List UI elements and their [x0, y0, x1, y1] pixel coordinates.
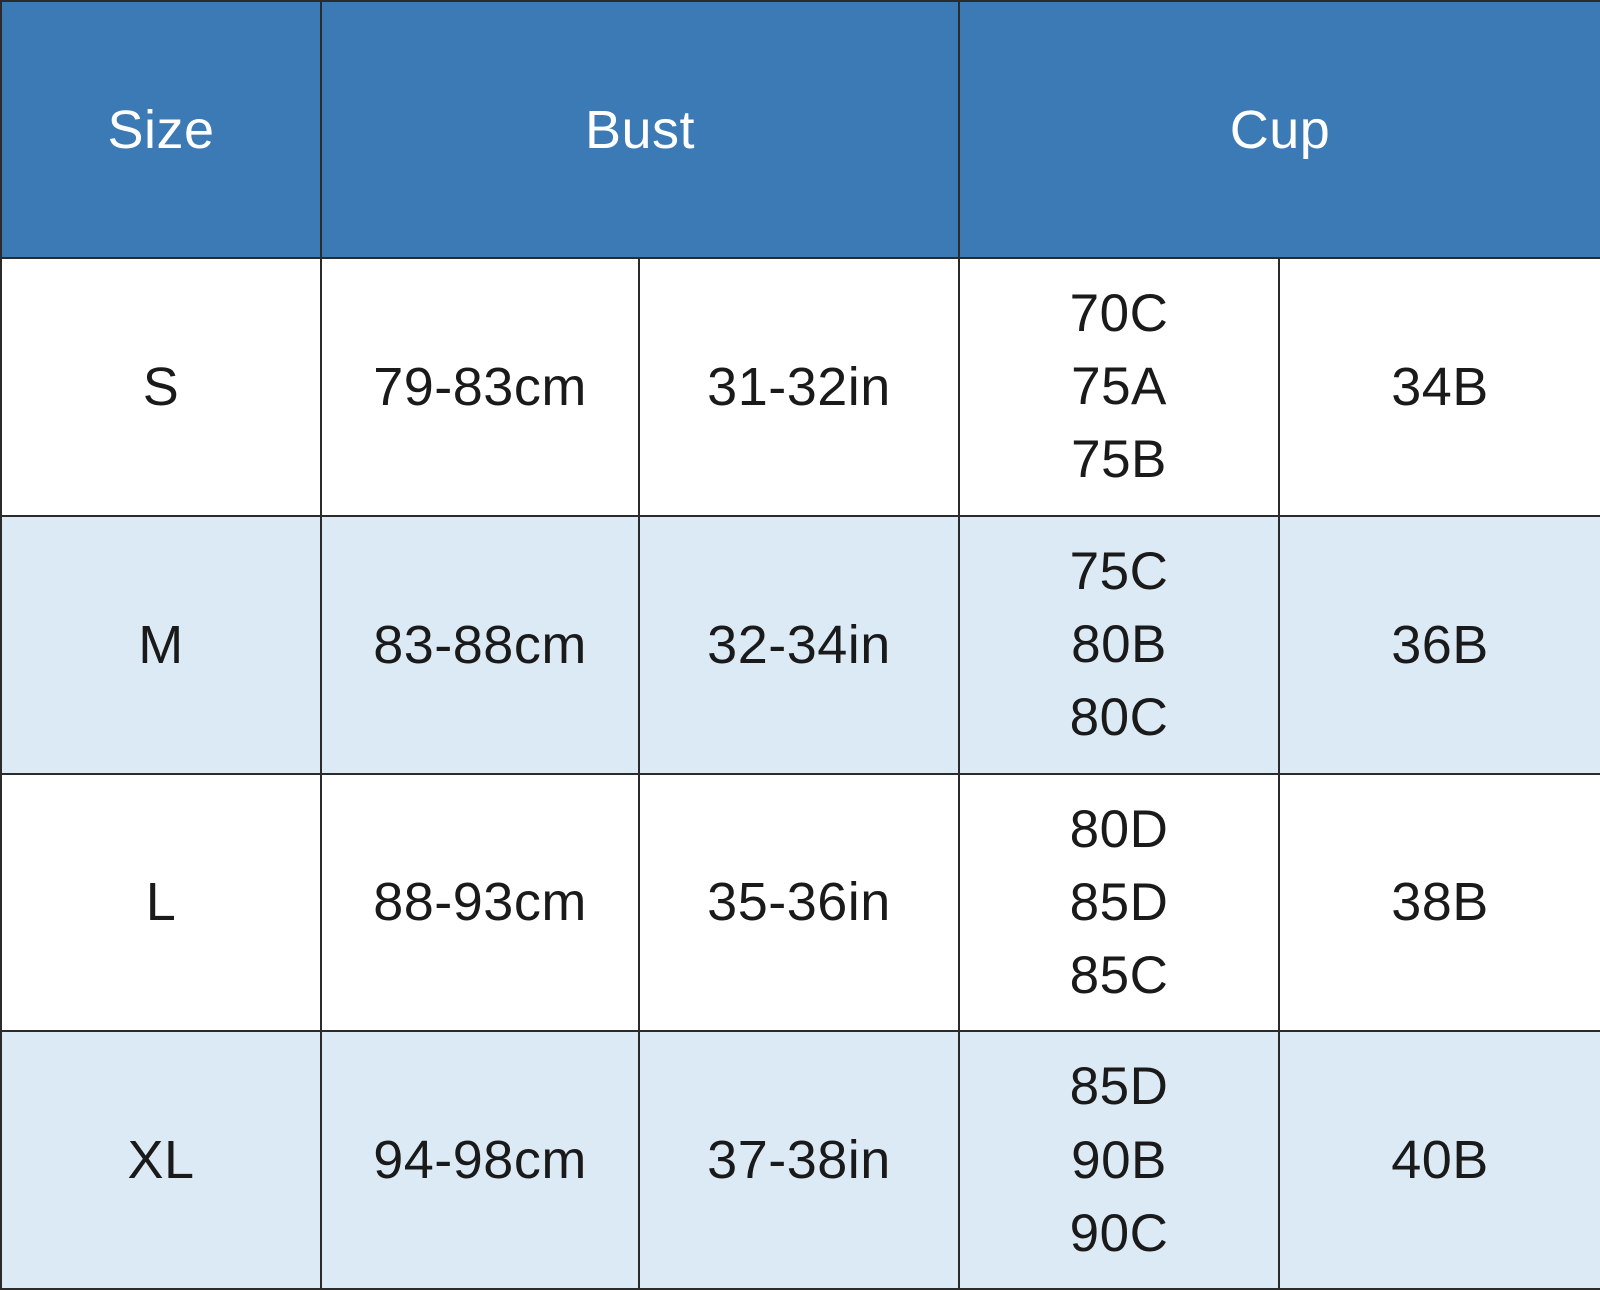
column-header-bust: Bust — [321, 1, 959, 258]
cell-cup-us: 36B — [1279, 516, 1600, 774]
column-header-cup: Cup — [959, 1, 1600, 258]
cell-bust-cm: 83-88cm — [321, 516, 639, 774]
cup-option: 85D — [1069, 1057, 1169, 1117]
cup-option: 75B — [1071, 430, 1167, 490]
cell-bust-in: 37-38in — [639, 1031, 959, 1289]
table-row — [1, 516, 1600, 774]
cell-cup-options — [959, 516, 1279, 774]
cell-size: S — [1, 258, 321, 516]
cell-cup-us: 34B — [1279, 258, 1600, 516]
cell-bust-in: 32-34in — [639, 516, 959, 774]
table-row — [1, 774, 1600, 1032]
cell-bust-in: 35-36in — [639, 774, 959, 1032]
cup-option: 90B — [1071, 1130, 1167, 1190]
table-row — [1, 1031, 1600, 1289]
table-row — [1, 258, 1600, 516]
cell-bust-in: 31-32in — [639, 258, 959, 516]
column-header-size: Size — [1, 1, 321, 258]
cell-bust-cm: 88-93cm — [321, 774, 639, 1032]
cell-cup-options — [959, 1031, 1279, 1289]
cell-bust-cm: 79-83cm — [321, 258, 639, 516]
cell-cup-us: 40B — [1279, 1031, 1600, 1289]
cup-option: 70C — [1069, 284, 1169, 344]
cup-option: 85D — [1069, 872, 1169, 932]
cup-option: 75A — [1071, 357, 1167, 417]
cell-cup-us: 38B — [1279, 774, 1600, 1032]
cup-option: 80B — [1071, 615, 1167, 675]
cup-option: 75C — [1069, 541, 1169, 601]
cell-cup-options — [959, 774, 1279, 1032]
table-body — [1, 258, 1600, 1289]
cup-option: 90C — [1069, 1203, 1169, 1263]
cup-option: 80D — [1069, 799, 1169, 859]
cell-cup-options — [959, 258, 1279, 516]
cell-bust-cm: 94-98cm — [321, 1031, 639, 1289]
cell-size: XL — [1, 1031, 321, 1289]
cell-size: M — [1, 516, 321, 774]
cell-size: L — [1, 774, 321, 1032]
table-header-row — [1, 1, 1600, 258]
cup-option: 80C — [1069, 688, 1169, 748]
table-header — [1, 1, 1600, 258]
cup-option: 85C — [1069, 945, 1169, 1005]
